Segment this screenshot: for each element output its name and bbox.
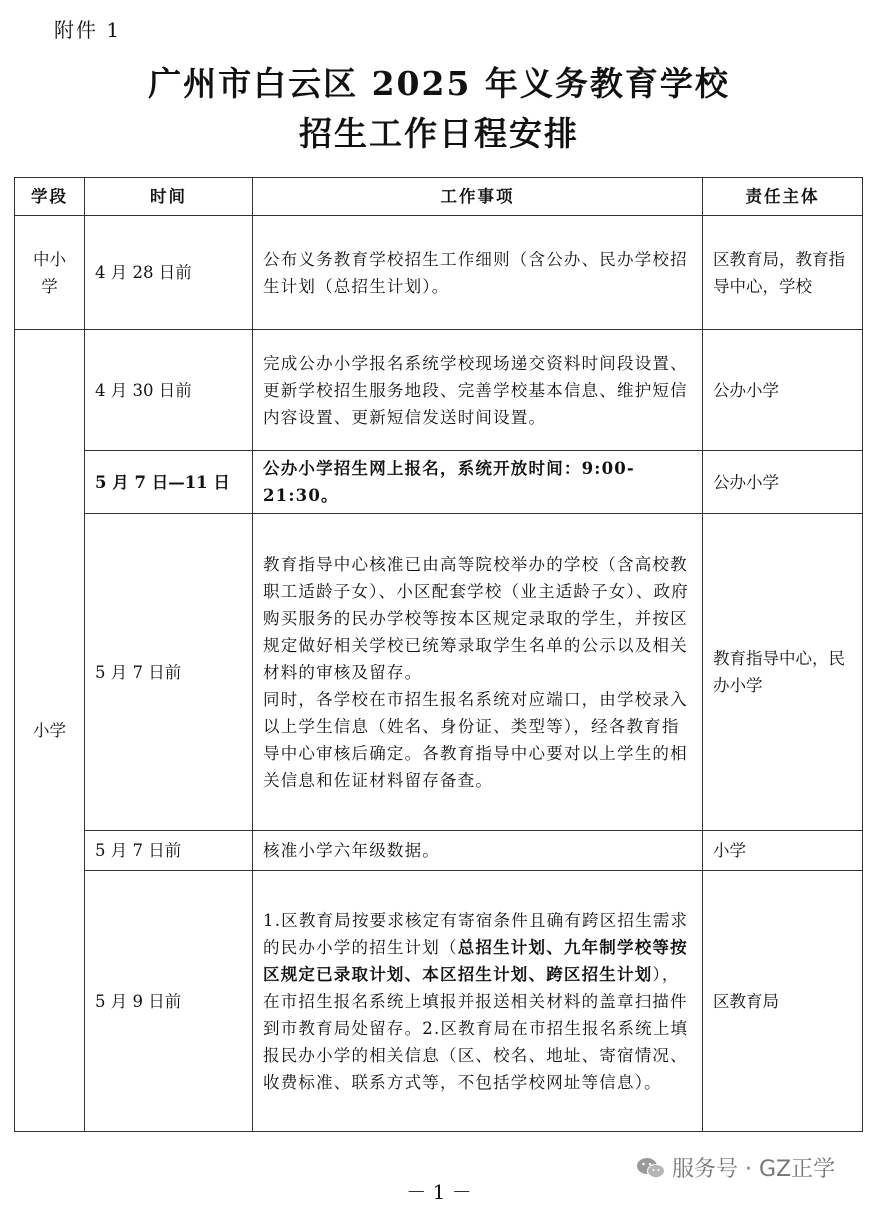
time-cell: 4 月 30 日前 bbox=[85, 330, 253, 451]
task-cell: 完成公办小学报名系统学校现场递交资料时间段设置、更新学校招生服务地段、完善学校基本信息、维护短信内容设置、更新短信发送时间设置。 bbox=[253, 330, 703, 451]
column-header-responsible: 责任主体 bbox=[703, 178, 863, 216]
document-title-line2: 招生工作日程安排 bbox=[299, 114, 579, 153]
task-cell: 教育指导中心核准已由高等院校举办的学校（含高校教职工适龄子女）、小区配套学校（业主适龄子女）、政府购买服务的民办学校等按本区规定录取的学生，并按区规定做好相关学校已统筹录取学生名单的公示以及相关材料的审核及留存。 同时，各学校在市招生报名系统对应端口，由学校录入以上学生信息（姓名、身份证、类型等），经各教育指导中心审核后确定。各教育指导中心要对以上学生的相关信息和佐证材料留存备查。 bbox=[253, 514, 703, 831]
stage-cell-primary: 小学 bbox=[15, 330, 85, 1132]
responsible-cell: 教育指导中心，民办小学 bbox=[703, 514, 863, 831]
stage-cell-middle-primary: 中小 学 bbox=[15, 216, 85, 330]
table-header-row bbox=[15, 178, 863, 216]
column-header-time: 时间 bbox=[85, 178, 253, 216]
watermark-text: 服务号 · GZ正学 bbox=[672, 1157, 836, 1182]
task-cell: 公办小学招生网上报名，系统开放时间：9:00-21:30。 bbox=[253, 451, 703, 514]
column-header-stage: 学段 bbox=[15, 178, 85, 216]
time-cell: 4 月 28 日前 bbox=[85, 216, 253, 330]
table-row bbox=[15, 871, 863, 1132]
table-row bbox=[15, 831, 863, 871]
table-row bbox=[15, 216, 863, 330]
document-title-line1: 广州市白云区 2025 年义务教育学校 bbox=[148, 64, 730, 103]
responsible-cell: 区教育局，教育指导中心，学校 bbox=[703, 216, 863, 330]
table-row bbox=[15, 514, 863, 831]
task-cell: 核准小学六年级数据。 bbox=[253, 831, 703, 871]
time-cell: 5 月 9 日前 bbox=[85, 871, 253, 1132]
attachment-label: 附件 1 bbox=[54, 18, 122, 42]
page-number: － 1 － bbox=[406, 1180, 472, 1204]
responsible-cell: 公办小学 bbox=[703, 330, 863, 451]
responsible-cell: 公办小学 bbox=[703, 451, 863, 514]
task-cell: 1.区教育局按要求核定有寄宿条件且确有跨区招生需求的民办小学的招生计划（总招生计划、九年制学校等按区规定已录取计划、本区招生计划、跨区招生计划），在市招生报名系统上填报并报送相关材料的盖章扫描件到市教育局处留存。2.区教育局在市招生报名系统上填报民办小学的相关信息（区、校名、地址、寄宿情况、收费标准、联系方式等，不包括学校网址等信息）。 bbox=[253, 871, 703, 1132]
time-cell: 5 月 7 日前 bbox=[85, 514, 253, 831]
task-cell: 公布义务教育学校招生工作细则（含公办、民办学校招生计划（总招生计划）。 bbox=[253, 216, 703, 330]
responsible-cell: 小学 bbox=[703, 831, 863, 871]
table-row bbox=[15, 330, 863, 451]
responsible-cell: 区教育局 bbox=[703, 871, 863, 1132]
time-cell: 5 月 7 日—11 日 bbox=[85, 451, 253, 514]
time-cell: 5 月 7 日前 bbox=[85, 831, 253, 871]
schedule-table bbox=[14, 177, 863, 1132]
column-header-task: 工作事项 bbox=[253, 178, 703, 216]
table-row bbox=[15, 451, 863, 514]
